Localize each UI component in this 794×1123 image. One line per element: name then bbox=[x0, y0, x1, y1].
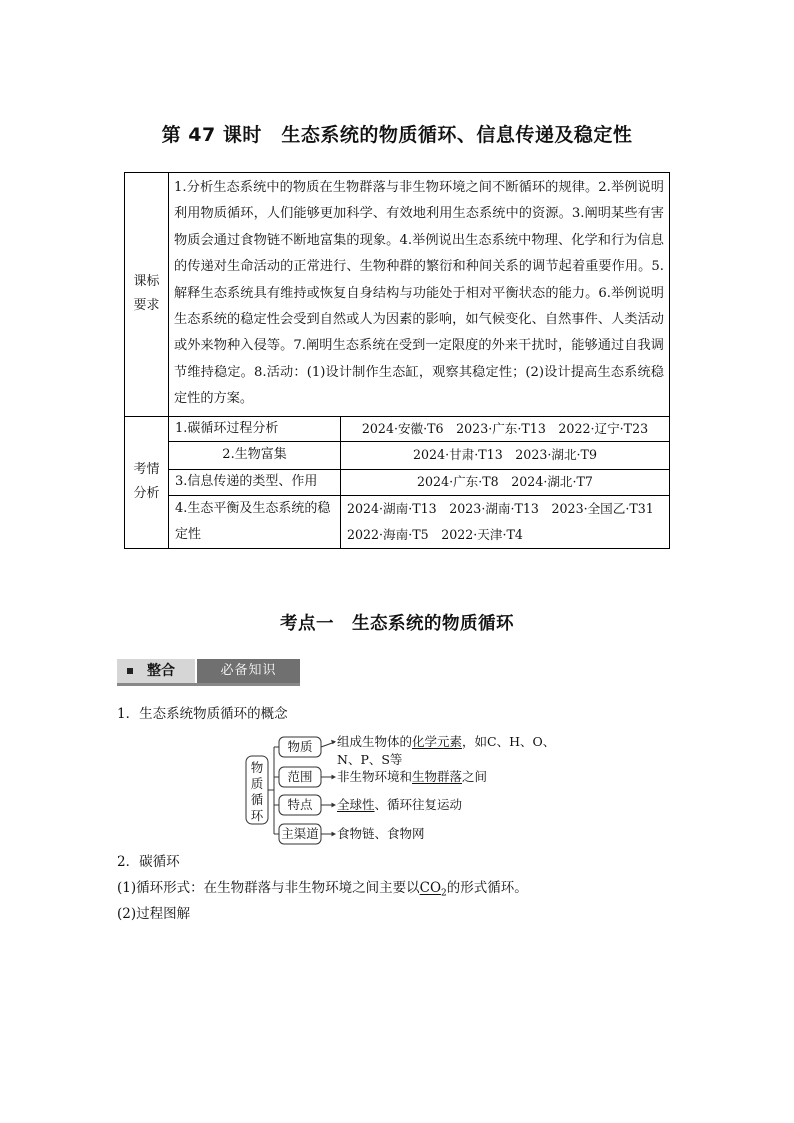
diagram-node-scope: 范围 bbox=[287, 769, 313, 784]
exam-topic: 2.生物富集 bbox=[169, 441, 341, 469]
section-title: 考点一 生态系统的物质循环 bbox=[280, 614, 514, 634]
exam-topic: 4.生态平衡及生态系统的稳定性 bbox=[169, 495, 341, 548]
diagram-desc-feature: 全球性、循环往复运动 bbox=[337, 797, 463, 812]
diagram-desc-channel: 食物链、食物网 bbox=[337, 826, 425, 841]
process-diagram-heading: (2)过程图解 bbox=[117, 906, 191, 922]
requirements-table bbox=[124, 172, 670, 549]
concept-diagram bbox=[240, 728, 600, 852]
diagram-desc-scope: 非生物环境和生物群落之间 bbox=[337, 769, 488, 784]
banner-underline bbox=[117, 683, 300, 686]
exam-list: 2024·湖南·T13 2023·湖南·T13 2023·全国乙·T31 2022·海南·T5 2022·天津·T4 bbox=[341, 495, 670, 548]
diagram-desc-matter-line2: N、P、S等 bbox=[337, 752, 403, 767]
co2-term: $CO_2$ bbox=[419, 880, 447, 899]
diagram-root-label: 物 质 循 环 bbox=[250, 760, 264, 823]
exam-topic: 1.碳循环过程分析 bbox=[169, 416, 341, 441]
curriculum-label: 课标 要求 bbox=[125, 173, 169, 417]
cycle-form-text: (1)循环形式：在生物群落与非生物环境之间主要以$CO_2$的形式循环。 bbox=[117, 880, 528, 899]
page-title: 第 47 课时 生态系统的物质循环、信息传递及稳定性 bbox=[161, 124, 633, 146]
diagram-node-channel: 主渠道 bbox=[281, 826, 319, 841]
curriculum-text: 1.分析生态系统中的物质在生物群落与非生物环境之间不断循环的规律。2.举例说明利用物质循环，人们能够更加科学、有效地利用生态系统中的资源。3.阐明某些有害物质会通过食物链不断地富集的现象。4.举例说出生态系统中物理、化学和行为信息的传递对生命活动的正常进行、生物种群的繁衍和种间关系的调节起着重要作用。5.解释生态系统具有维持或恢复自身结构与功能处于相对平衡状态的能力。6.举例说明生态系统的稳定性会受到自然或人为因素的影响，如气候变化、自然事件、人类活动或外来物种入侵等。7.阐明生态系统在受到一定限度的外来干扰时，能够通过自我调节维持稳定。8.活动：(1)设计制作生态缸，观察其稳定性；(2)设计提高生态系统稳定性的方案。 bbox=[169, 173, 670, 417]
heading-carbon-cycle: 2．碳循环 bbox=[117, 854, 180, 870]
square-bullet-icon bbox=[127, 668, 133, 674]
diagram-node-matter: 物质 bbox=[287, 739, 313, 754]
banner-tag-knowledge: 必备知识 bbox=[197, 659, 300, 683]
diagram-node-feature: 特点 bbox=[287, 797, 313, 812]
diagram-desc-matter: 组成生物体的化学元素，如C、H、O、 bbox=[337, 734, 556, 749]
heading-concept: 1．生态系统物质循环的概念 bbox=[117, 706, 288, 722]
exam-topic: 3.信息传递的类型、作用 bbox=[169, 469, 341, 495]
banner-tag-integrate: 整合 bbox=[117, 659, 195, 683]
exam-list: 2024·甘肃·T13 2023·湖北·T9 bbox=[341, 441, 670, 469]
exam-list: 2024·安徽·T6 2023·广东·T13 2022·辽宁·T23 bbox=[341, 416, 670, 441]
exam-label: 考情 分析 bbox=[125, 416, 169, 548]
exam-list: 2024·广东·T8 2024·湖北·T7 bbox=[341, 469, 670, 495]
section-banner bbox=[117, 659, 300, 685]
